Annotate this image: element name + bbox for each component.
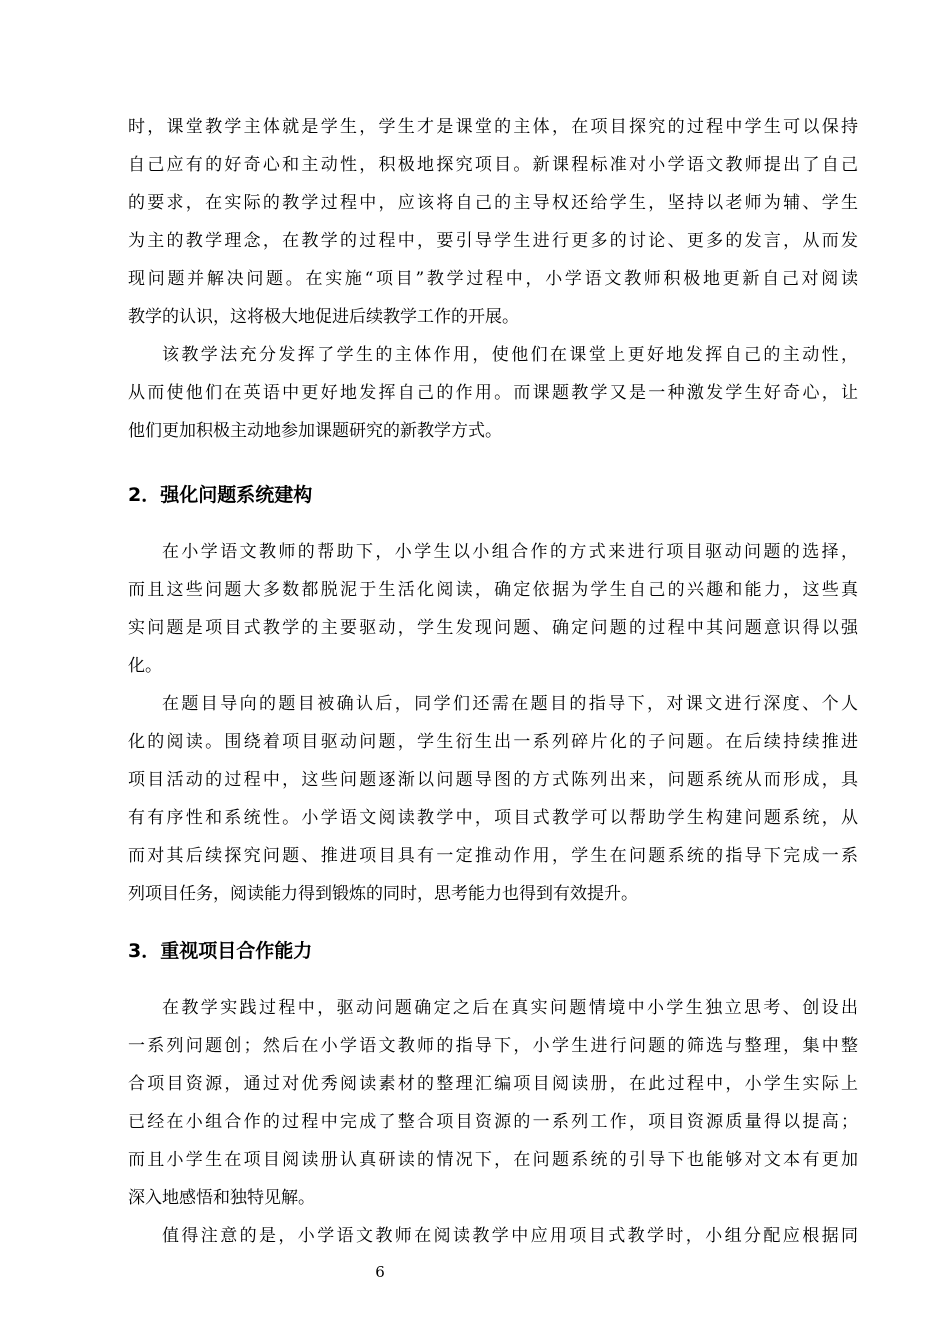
section-heading: 2．强化问题系统建构 <box>128 484 313 506</box>
paragraph-first-line: 在小学语文教师的帮助下，小学生以小组合作的方式来进行项目驱动问题的选择， <box>162 542 858 562</box>
body-line: 有有序性和系统性。小学语文阅读教学中，项目式教学可以帮助学生构建问题系统，从 <box>128 808 858 828</box>
body-line: 他们更加积极主动地参加课题研究的新教学方式。 <box>128 421 502 441</box>
body-line: 深入地感悟和独特见解。 <box>128 1188 315 1208</box>
body-line: 项目活动的过程中，这些问题逐渐以问题导图的方式陈列出来，问题系统从而形成，具 <box>128 770 858 790</box>
body-line: 化的阅读。围绕着项目驱动问题，学生衍生出一系列碎片化的子问题。在后续持续推进 <box>128 732 858 752</box>
body-line: 从而使他们在英语中更好地发挥自己的作用。而课题教学又是一种激发学生好奇心，让 <box>128 383 858 403</box>
body-line: 为主的教学理念，在教学的过程中，要引导学生进行更多的讨论、更多的发言，从而发 <box>128 231 858 251</box>
body-line: 已经在小组合作的过程中完成了整合项目资源的一系列工作，项目资源质量得以提高； <box>128 1112 858 1132</box>
body-line: 实问题是项目式教学的主要驱动，学生发现问题、确定问题的过程中其问题意识得以强 <box>128 618 858 638</box>
page-number: 6 <box>375 1263 385 1281</box>
body-line: 列项目任务，阅读能力得到锻炼的同时，思考能力也得到有效提升。 <box>128 884 638 904</box>
paragraph-first-line: 在题目导向的题目被确认后，同学们还需在题目的指导下，对课文进行深度、个人 <box>162 694 858 714</box>
body-line: 的要求，在实际的教学过程中，应该将自己的主导权还给学生，坚持以老师为辅、学生 <box>128 193 858 213</box>
paragraph-first-line: 在教学实践过程中，驱动问题确定之后在真实问题情境中小学生独立思考、创设出 <box>162 998 858 1018</box>
body-line: 合项目资源，通过对优秀阅读素材的整理汇编项目阅读册，在此过程中，小学生实际上 <box>128 1074 858 1094</box>
body-line: 教学的认识，这将极大地促进后续教学工作的开展。 <box>128 307 519 327</box>
body-line: 而对其后续探究问题、推进项目具有一定推动作用，学生在问题系统的指导下完成一系 <box>128 846 858 866</box>
body-line: 化。 <box>128 656 162 676</box>
body-line: 而且这些问题大多数都脱泥于生活化阅读，确定依据为学生自己的兴趣和能力，这些真 <box>128 580 858 600</box>
body-line: 自己应有的好奇心和主动性，积极地探究项目。新课程标准对小学语文教师提出了自己 <box>128 155 858 175</box>
body-line: 而且小学生在项目阅读册认真研读的情况下，在问题系统的引导下也能够对文本有更加 <box>128 1150 858 1170</box>
section-heading: 3．重视项目合作能力 <box>128 940 313 962</box>
paragraph-first-line: 该教学法充分发挥了学生的主体作用，使他们在课堂上更好地发挥自己的主动性， <box>162 345 858 365</box>
body-line: 时，课堂教学主体就是学生，学生才是课堂的主体，在项目探究的过程中学生可以保持 <box>128 117 858 137</box>
body-line: 现问题并解决问题。在实施“项目”教学过程中，小学语文教师积极地更新自己对阅读 <box>128 269 858 289</box>
paragraph-first-line: 值得注意的是，小学语文教师在阅读教学中应用项目式教学时，小组分配应根据同 <box>162 1226 858 1246</box>
body-line: 一系列问题创；然后在小学语文教师的指导下，小学生进行问题的筛选与整理，集中整 <box>128 1036 858 1056</box>
